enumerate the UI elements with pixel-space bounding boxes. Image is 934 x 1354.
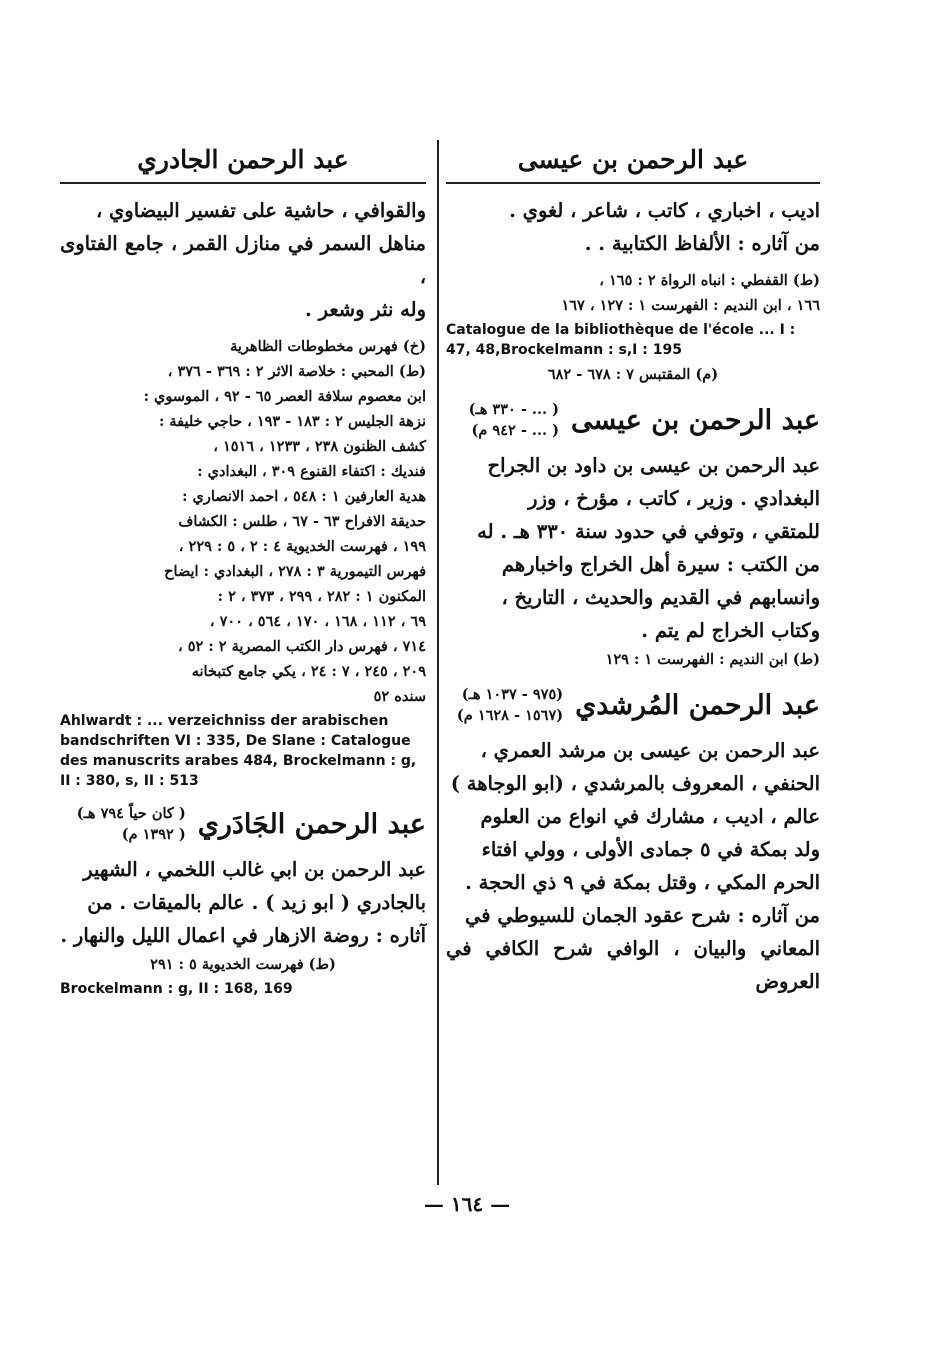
- entry-heading: [446, 399, 820, 441]
- reference-line: (خ) فهرس مخطوطات الظاهرية: [230, 338, 426, 355]
- reference-line: (م) المقتبس ٧ : ٦٧٨ - ٦٨٢: [547, 366, 719, 383]
- text-line: من الكتب : سيرة أهل الخراج واخبارهم: [501, 553, 820, 576]
- text-line: آثاره : روضة الازهار في اعمال الليل والنهار .: [60, 924, 426, 947]
- reference-line: (ط) ابن النديم : الفهرست ١ : ١٢٩: [605, 651, 820, 668]
- text-line: ولد بمكة في ٥ جمادى الأولى ، وولي افتاء: [481, 838, 820, 861]
- text-line: الحنفي ، المعروف بالمرشدي ، (ابو الوجاهة ): [450, 772, 820, 795]
- reference-line: المكنون ١ : ٢٨٢ ، ٢٩٩ ، ٣٧٣ ، ٢ :: [217, 588, 426, 605]
- entry-dates: [469, 399, 559, 441]
- reference-line: (ط) المحبي : خلاصة الاثر ٢ : ٣٦٩ - ٣٧٦ ،: [167, 363, 426, 380]
- entry-name: عبد الرحمن الجَادَري: [197, 808, 426, 840]
- entry-name: عبد الرحمن المُرشدي: [575, 689, 820, 721]
- date-gregorian: ( ١٣٩٢ م): [121, 826, 186, 843]
- text-line: وكتاب الخراج لم يتم .: [641, 619, 820, 642]
- left-column-header: عبد الرحمن الجادري: [137, 145, 349, 174]
- date-gregorian: (١٥٦٧ - ١٦٢٨ م): [456, 707, 564, 724]
- text-line: عبد الرحمن بن عيسى بن داود بن الجراح: [487, 454, 820, 477]
- reference-line: حديقة الافراح ٦٣ - ٦٧ ، طلس : الكشاف: [178, 513, 426, 530]
- right-header-rule: [446, 182, 820, 184]
- reference-line: فنديك : اكتفاء القنوع ٣٠٩ ، البغدادي :: [197, 463, 426, 480]
- text-line: الحرم المكي ، وقتل بمكة في ٩ ذي الحجة .: [465, 871, 820, 894]
- latin-reference: Brockelmann : g, II : 168, 169: [60, 981, 293, 997]
- reference-line: ابن معصوم سلافة العصر ٦٥ - ٩٢ ، الموسوي :: [143, 388, 426, 405]
- reference-line: سنده ٥٢: [373, 688, 426, 705]
- text-line: عبد الرحمن بن عيسى بن مرشد العمري ،: [480, 739, 820, 762]
- entry-dates: [457, 684, 563, 726]
- text-line: من آثاره : شرح عقود الجمان للسيوطي في: [465, 904, 820, 927]
- text-line: مناهل السمر في منازل القمر ، جامع الفتاوى ،: [60, 232, 426, 288]
- right-column-header: عبد الرحمن بن عيسى: [517, 145, 749, 174]
- column-divider: [437, 140, 439, 1185]
- entry-heading: [60, 803, 426, 845]
- reference-line: (ط) القفطي : انباه الرواة ٢ : ١٦٥ ،: [599, 272, 820, 289]
- reference-line: ١٩٩ ، فهرست الخديوية ٤ : ٢ ، ٥ : ٢٢٩ ،: [178, 538, 426, 555]
- text-line: عبد الرحمن بن ابي غالب اللخمي ، الشهير: [83, 858, 426, 881]
- left-column: [60, 140, 426, 1001]
- text-line: اديب ، اخباري ، كاتب ، شاعر ، لغوي .: [509, 199, 820, 222]
- latin-reference: Ahlwardt : ... verzeichniss der arabischen bandschriften VI : 335, De Slane : Catalogue des manuscrits arabes 484, Brockelmann : g, II : 380, s, II : 513: [60, 713, 417, 789]
- reference-line: فهرس التيمورية ٣ : ٢٧٨ ، البغدادي : ايضاح: [164, 563, 426, 580]
- latin-reference: Catalogue de la bibliothèque de l'école ... I : 47, 48,Brockelmann : s,I : 195: [446, 322, 796, 358]
- entry-dates: [77, 803, 186, 845]
- entry-heading: [446, 684, 820, 726]
- page-number: — ١٦٤ —: [423, 1192, 511, 1216]
- reference-line: ٢٠٩ ، ٢٤٥ ، ٧ : ٢٤ ، يكي جامع كتبخانه: [191, 663, 426, 680]
- date-hijri: (٩٧٥ - ١٠٣٧ هـ): [461, 686, 564, 703]
- left-header-rule: [60, 182, 426, 184]
- date-gregorian: ( ... - ٩٤٢ م): [471, 422, 559, 439]
- text-line: البغدادي . وزير ، كاتب ، مؤرخ ، وزر: [528, 487, 820, 510]
- reference-line: كشف الظنون ٢٣٨ ، ١٢٣٣ ، ١٥١٦ ،: [213, 438, 426, 455]
- text-line: المعاني والبيان ، الوافي شرح الكافي في العروض: [446, 937, 820, 993]
- text-line: من آثاره : الألفاظ الكتابية . .: [584, 232, 820, 255]
- reference-line: ٦٩ ، ١١٢ ، ١٦٨ ، ١٧٠ ، ٥٦٤ ، ٧٠٠ ،: [209, 613, 426, 630]
- reference-line: ١٦٦ ، ابن النديم : الفهرست ١ : ١٢٧ ، ١٦٧: [561, 297, 820, 314]
- text-line: والقوافي ، حاشية على تفسير البيضاوي ،: [95, 199, 426, 222]
- text-line: وله نثر وشعر .: [305, 298, 426, 321]
- reference-line: نزهة الجليس ٢ : ١٨٣ - ١٩٣ ، حاجي خليفة :: [158, 413, 426, 430]
- date-hijri: ( كان حياً ٧٩٤ هـ): [76, 805, 186, 822]
- text-line: عالم ، اديب ، مشارك في انواع من العلوم: [480, 805, 820, 828]
- text-line: وانسابهم في القديم والحديث ، التاريخ ،: [501, 586, 820, 609]
- reference-line: هدية العارفين ١ : ٥٤٨ ، احمد الانصاري :: [182, 488, 426, 505]
- right-column: [446, 140, 820, 998]
- text-line: للمتقي ، وتوفي في حدود سنة ٣٣٠ هـ . له: [477, 520, 820, 543]
- text-line: بالجادري ( ابو زيد ) . عالم بالميقات . من: [87, 891, 426, 914]
- reference-line: ٧١٤ ، فهرس دار الكتب المصرية ٢ : ٥٢ ،: [178, 638, 426, 655]
- reference-line: (ط) فهرست الخديوية ٥ : ٢٩١: [150, 956, 336, 973]
- date-hijri: ( ... - ٣٣٠ هـ): [468, 401, 559, 418]
- entry-name: عبد الرحمن بن عيسى: [570, 404, 820, 436]
